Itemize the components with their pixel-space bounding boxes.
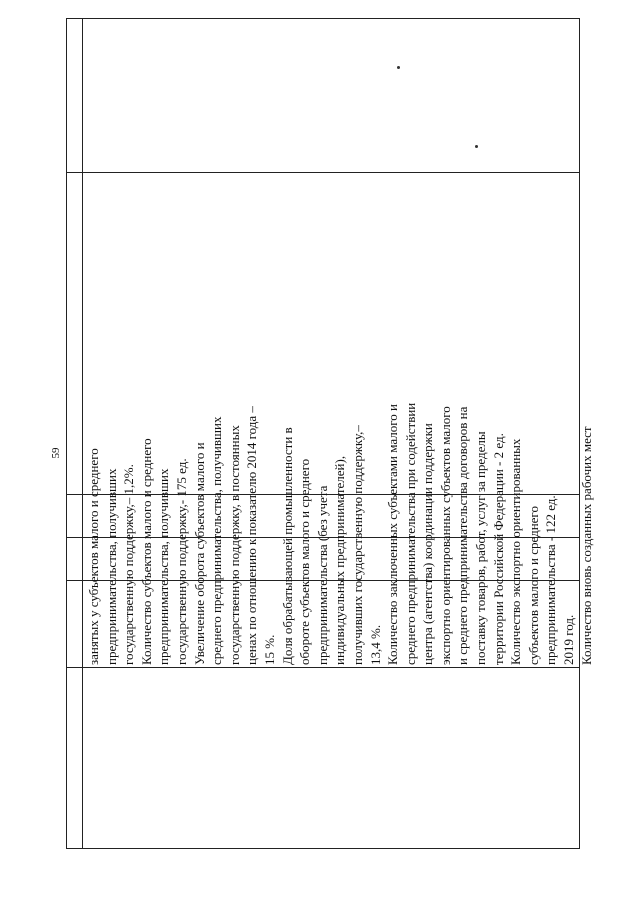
text-line: ценах по отношению к показателю 2014 года – xyxy=(244,406,260,665)
text-line: государственную поддержку,– 1,2%. xyxy=(121,464,137,665)
rotated-cell-text xyxy=(83,173,594,667)
text-line: индивидуальных предпринимателей), xyxy=(332,455,348,665)
text-line: центра (агентства) координации поддержки xyxy=(420,423,436,665)
text-line: государственную поддержку, в постоянных xyxy=(226,425,242,665)
table-border-bottom xyxy=(66,848,580,849)
text-line: предпринимательства, получивших xyxy=(156,468,172,665)
table-divider-5 xyxy=(66,667,580,668)
text-line: Количество экспортно ориентированных xyxy=(508,438,524,665)
text-line: среднего предпринимательства при содействии xyxy=(402,402,418,665)
text-line: предпринимательства - 122 ед. xyxy=(543,495,559,665)
text-line: получивших государственную поддержку,– xyxy=(349,425,365,665)
page-number: 59 xyxy=(50,447,62,459)
text-line: Доля обрабатывающей промышленности в xyxy=(279,427,295,665)
text-line: 13,4 %. xyxy=(367,624,383,665)
text-line: и среднего предпринимательства договоров на xyxy=(455,406,471,665)
text-line: субъектов малого и среднего xyxy=(525,506,541,665)
text-line: предпринимательства, получивших xyxy=(103,468,119,665)
text-line: 15 %. xyxy=(261,634,277,665)
text-line: Количество заключенных субъектами малого и xyxy=(385,404,401,665)
text-line: Количество вновь созданных рабочих мест xyxy=(578,426,594,665)
text-line: территории Российской Федерации - 2 ед. xyxy=(490,433,506,665)
text-line: поставку товаров, работ, услуг за пределы xyxy=(473,431,489,665)
text-line: 2019 год. xyxy=(561,614,577,665)
scan-mark xyxy=(475,145,478,148)
table-border-left xyxy=(66,18,67,849)
table-border-top xyxy=(66,18,580,19)
content-cell xyxy=(83,173,594,667)
text-line: предпринимательства (без учета xyxy=(314,485,330,665)
text-line: среднего предпринимательства, получивших xyxy=(209,416,225,665)
text-line: занятых у субъектов малого и среднего xyxy=(86,448,101,665)
text-line: Количество субъектов малого и среднего xyxy=(138,438,154,665)
text-line: Увеличение оборота субъектов малого и xyxy=(191,442,207,665)
scan-mark xyxy=(397,66,400,69)
text-line: экспортно ориентированных субъектов малого xyxy=(437,406,453,665)
text-line: государственную поддержку,- 175 ед. xyxy=(173,458,189,665)
text-line: обороте субъектов малого и среднего xyxy=(297,458,313,665)
